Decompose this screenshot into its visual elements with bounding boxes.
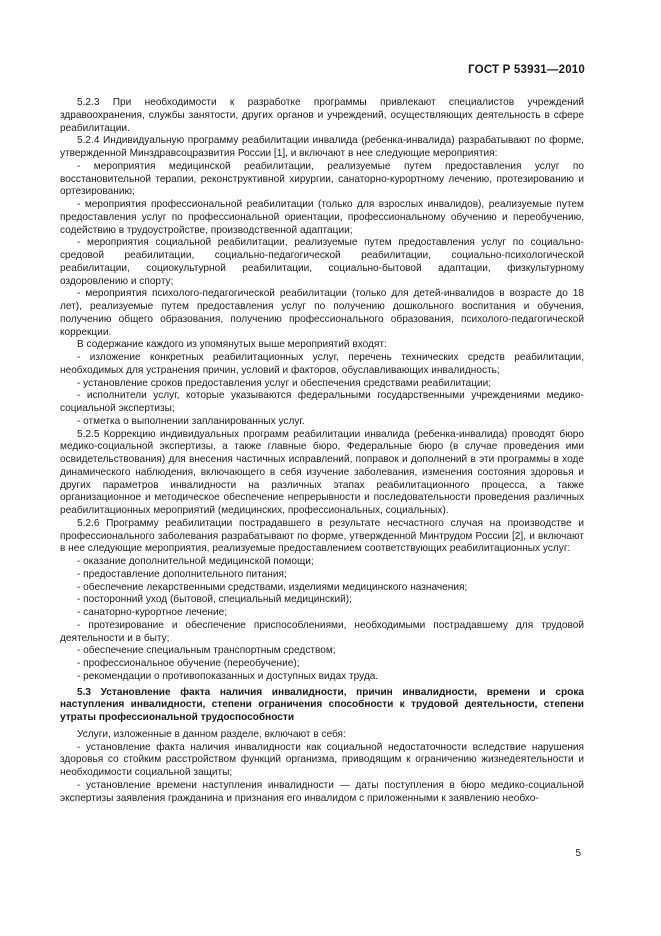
paragraph: В содержание каждого из упомянутых выше мероприятий входят: <box>77 339 387 351</box>
list-item: - санаторно-курортное лечение; <box>77 607 228 618</box>
paragraph-5-2-5: 5.2.5 Коррекцию индивидуальных программ реабилитации инвалида (ребенка-инвалида) проводят бюро медико-социальной экспертизы, а также главные бюро, Федеральные бюро (в случае проведения ими освидетельствования) для внесения частичных исправлений, поправок и дополнений в эти программы в ходе динамического наблюдения, включающего в себя изучение заболевания, изменения состояния здоровья и других параметров инвалидности на различных этапах реабилитационного процесса, а также организационное и методическое обеспечение непрерывности и последовательности проведения различных реабилитационных мероприятий (медицинских, профессиональных, социальных). <box>60 428 584 516</box>
list-item: - профессиональное обучение (переобучение); <box>77 658 300 669</box>
paragraph-5-2-3: 5.2.3 При необходимости к разработке программы привлекают специалистов учреждений здравоохранения, службы занятости, других органов и учреждений, осуществляющих деятельность в сфере реабилитации. <box>60 97 584 134</box>
list-item: - протезирование и обеспечение приспособлениями, необходимыми пострадавшему для трудовой деятельности и в быту; <box>60 619 584 644</box>
list-item: - мероприятия психолого-педагогической реабилитации (только для детей-инвалидов в возрасте до 18 лет), реализуемые путем предоставления услуг по получению дошкольного воспитания и обучения, получению общего образования, получению профессионального образования, психолого-педагогической коррекции. <box>60 288 584 338</box>
list-item: - мероприятия профессиональной реабилитации (только для взрослых инвалидов), реализуемые путем предоставления услуг по профессиональной ориентации, профессиональному обучению и переобучению, содействию в трудоустройстве, производственной адаптации; <box>60 199 584 236</box>
list-item: - оказание дополнительной медицинской помощи; <box>77 556 314 567</box>
section-heading-5-3: 5.3 Установление факта наличия инвалидности, причин инвалидности, времени и срока наступления инвалидности, степени ограничения способности к трудовой деятельности, степени утраты профессиональной трудоспособности <box>60 686 584 723</box>
list-item: - установление сроков предоставления услуг и обеспечения средствами реабилитации; <box>77 377 492 389</box>
list-item: - установление времени наступления инвалидности — даты поступления в бюро медико-социальной экспертизы заявления гражданина и признания его инвалидом с приложенными к заявлению необхо- <box>60 779 584 804</box>
list-item: - отметка о выполнении запланированных услуг. <box>77 415 305 427</box>
list-item: - мероприятия медицинской реабилитации, реализуемые путем предоставления услуг по восстановительной терапии, реконструктивной хирургии, санаторно-курортному лечению, протезированию и ортезированию; <box>60 160 584 198</box>
page-number: 5 <box>575 848 581 859</box>
list-item: - рекомендации о противопоказанных и доступных видах труда. <box>77 670 379 682</box>
list-item: - обеспечение лекарственными средствами, изделиями медицинского назначения; <box>77 581 468 593</box>
list-item: - установление факта наличия инвалидности как социальной недостаточности вследствие нарушения здоровья со стойким расстройством функций организма, приводящим к ограничению жизнедеятельности и необходимости социальной защиты; <box>60 741 584 778</box>
list-item: - посторонний уход (бытовой, специальный медицинский); <box>77 594 352 606</box>
paragraph-5-2-6: 5.2.6 Программу реабилитации пострадавшего в результате несчастного случая на производстве и профессионального заболевания разрабатывают по форме, утвержденной Минтрудом России [2], и включают в нее следующие мероприятия, реализуемые предоставлением соответствующих реабилитационных услуг: <box>60 517 584 555</box>
paragraph: Услуги, изложенные в данном разделе, включают в себя: <box>77 728 346 740</box>
list-item: - мероприятия социальной реабилитации, реализуемые путем предоставления услуг по социально-средовой реабилитации, социально-педагогической реабилитации, социально-психологической реабилитации, социокультурной реабилитации, социально-бытовой адаптации, физкультурному оздоровлению и спорту; <box>60 237 584 287</box>
paragraph-5-2-4: 5.2.4 Индивидуальную программу реабилитации инвалида (ребенка-инвалида) разрабатывают по форме, утвержденной Минздравсоцразвития России [1], и включают в нее следующие мероприятия: <box>60 135 584 159</box>
list-item: - обеспечение специальным транспортным средством; <box>77 645 336 657</box>
list-item: - исполнители услуг, которые указываются федеральными государственными учреждениями медико-социальной экспертизы; <box>60 390 584 414</box>
document-header: ГОСТ Р 53931—2010 <box>468 64 585 76</box>
list-item: - предоставление дополнительного питания; <box>77 568 287 580</box>
list-item: - изложение конкретных реабилитационных услуг, перечень технических средств реабилитации, необходимых для устранения причин, условий и факторов, обуславливающих инвалидность; <box>60 352 584 376</box>
document-body <box>60 97 584 805</box>
